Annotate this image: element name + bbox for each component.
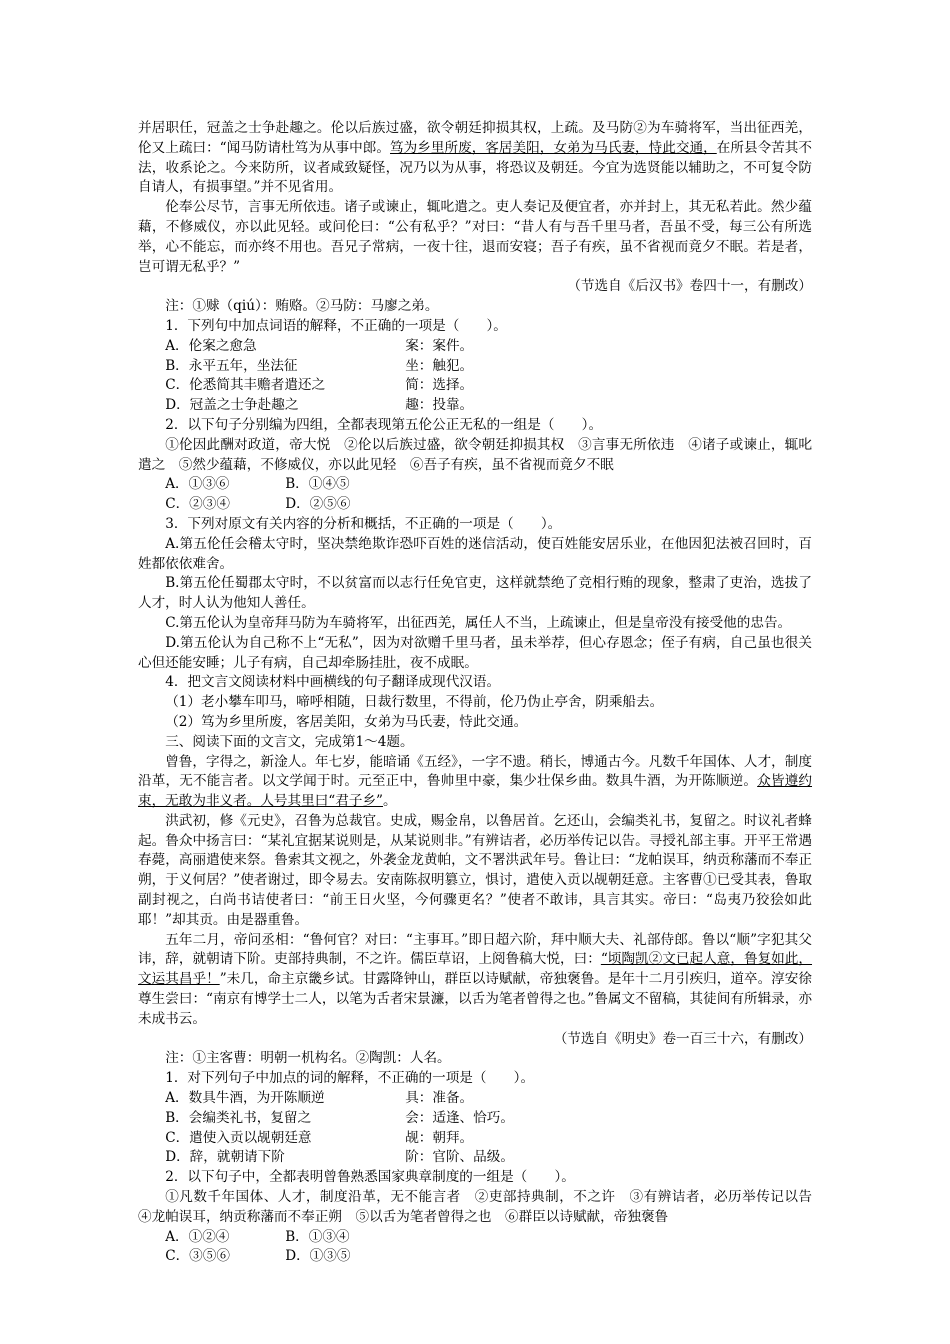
text-run: 并居职任，冠盖之士争赴趣之。伦以后族过盛，欲令朝廷抑损其权，上疏。及马防②为车骑将军，当出征西羌，伦又上疏曰：“闻马防请杜笃为从事中郎。 <box>138 120 812 156</box>
q1-2-choices-row1: A．①③⑥ B．①④⑤ <box>165 476 350 493</box>
passage1-para1 <box>138 119 812 198</box>
q2-2-items: ①凡数千年国体、人才，制度沿革，无不能言者 ②吏部持典制，不之许 ③有辨诘者，必历举传记以告 ④龙帕误耳，纳贡称藩而不奉正朔 ⑤以舌为笔者曾得之也 ⑥群臣以诗赋献，帝独褒鲁 <box>138 1189 826 1225</box>
section3-para3 <box>138 931 812 1030</box>
q2-2-choices-row1: A．①②④ B．①③④ <box>165 1228 350 1245</box>
q1-3-option-a: A.第五伦任会稽太守时，坚决禁绝欺诈恐吓百姓的迷信活动，使百姓能安居乐业，在他因犯法被召回时，百姓都依依难舍。 <box>138 535 812 572</box>
q1-2-items: ①伦因此酬对政道，帝大悦 ②伦以后族过盛，欲令朝廷抑损其权 ③言事无所依违 ④诸子或谏止，辄叱遣之 ⑤然少蕴藉，不修威仪，亦以此见轻 ⑥吾子有疾，虽不省视而竟夕不眠 <box>138 436 812 473</box>
section3-para1 <box>138 753 812 812</box>
q1-3-option-d: D.第五伦认为自己称不上“无私”，因为对欲赠千里马者，虽未举荐，但心存恩念；侄子有病，自己虽也很关心但还能安睡；儿子有病，自己却牵肠挂肚，夜不成眠。 <box>138 634 812 671</box>
q1-4-item-2: （2）笃为乡里所废，客居美阳，女弟为马氏妻，恃此交通。 <box>165 713 528 730</box>
q1-1-option-a: A．伦案之愈急 案：案件。 <box>165 337 474 354</box>
passage1-para2: 伦奉公尽节，言事无所依违。诸子或谏止，辄叱遣之。吏人奏记及便宜者，亦并封上，其无私若此。然少蕴藉，不修威仪，亦以此见轻。或问伦曰：“公有私乎？”对曰：“昔人有与吾千里马者，吾虽不受，每三公有所选举，心不能忘，而亦终不用也。吾兄子常病，一夜十往，退而安寝；吾子有疾，虽不省视而竟夕不眠。若是者，岂可谓无私乎？” <box>138 199 812 275</box>
section3-notes: 注：①主客曹：明朝一机构名。②陶凯：人名。 <box>165 1050 451 1067</box>
passage1-notes: 注：①赇（qiú）：贿赂。②马防：马廖之弟。 <box>165 298 439 315</box>
text-run: 曾鲁，字得之，新淦人。年七岁，能暗诵《五经》，一字不遗。稍长，博通古今。凡数千年国体、人才，制度沿革，无不能言者。以文学闻于时。元至正中，鲁帅里中豪，集少壮保乡曲。数具牛酒，为开陈顺逆。 <box>138 753 812 790</box>
section3-source: （节选自《明史》卷一百三十六，有删改） <box>553 1030 812 1047</box>
q1-2-stem: 2．以下句子分别编为四组，全都表现第五伦公正无私的一组是（ ）。 <box>165 416 603 433</box>
q1-3-option-b: B.第五伦任蜀郡太守时，不以贫富而以志行任免官吏，这样就禁绝了竞相行贿的现象，整肃了吏治，选拔了人才，时人认为他知人善任。 <box>138 575 812 612</box>
q1-3-option-c: C.第五伦认为皇帝拜马防为车骑将军，出征西羌，属任人不当，上疏谏止，但是皇帝没有接受他的忠告。 <box>165 614 792 631</box>
q1-2-choices-row2: C．②③④ D．②⑤⑥ <box>165 496 351 513</box>
q2-1-option-d: D．辞，就朝请下阶 阶：官阶、品级。 <box>165 1149 514 1166</box>
underlined-sentence: 众皆遵约束，无敢为非义者。人号其里曰“君子乡” <box>138 773 813 810</box>
q1-1-option-d: D．冠盖之士争赴趣之 趣：投靠。 <box>165 397 474 414</box>
passage1-source: （节选自《后汉书》卷四十一，有删改） <box>567 278 812 295</box>
q1-3-stem: 3．下列对原文有关内容的分析和概括，不正确的一项是（ ）。 <box>165 515 562 532</box>
q2-1-option-b: B．会编类礼书，复留之 会：适逢、恰巧。 <box>165 1109 514 1126</box>
q1-4-stem: 4．把文言文阅读材料中画横线的句子翻译成现代汉语。 <box>165 674 501 691</box>
section3-heading: 三、阅读下面的文言文，完成第1～4题。 <box>165 733 414 750</box>
q1-1-stem: 1．下列句中加点词语的解释，不正确的一项是（ ）。 <box>165 317 507 334</box>
q1-1-option-b: B．永平五年，坐法征 坐：触犯。 <box>165 357 474 374</box>
q2-2-stem: 2．以下句子中，全都表明曾鲁熟悉国家典章制度的一组是（ ）。 <box>165 1169 575 1186</box>
document-page <box>138 119 826 1267</box>
text-run: 。 <box>383 793 397 810</box>
q2-1-stem: 1．对下列句子中加点的词的解释，不正确的一项是（ ）。 <box>165 1070 535 1087</box>
q2-1-option-a: A．数具牛酒，为开陈顺逆 具：准备。 <box>165 1090 474 1107</box>
q2-2-choices-row2: C．③⑤⑥ D．①③⑤ <box>165 1248 351 1265</box>
text-run: 五年二月，帝问丞相：“鲁何官？对曰：“主事耳。”即日超六阶，拜中顺大夫、礼部侍郎。鲁以“顺”字犯其父讳，辞，就朝请下阶。吏部持典制，不之许。儒臣草诏，上阅鲁稿大悦，曰： <box>138 931 812 968</box>
underlined-sentence: 笃为乡里所废，客居美阳，女弟为马氏妻，恃此交通， <box>390 139 717 156</box>
q1-4-item-1: （1）老小攀车叩马，啼呼相随，日裁行数里，不得前，伦乃伪止亭舍，阴乘船去。 <box>165 694 664 711</box>
q2-1-option-c: C．遣使入贡以觇朝廷意 觇：朝拜。 <box>165 1129 474 1146</box>
q1-1-option-c: C．伦悉简其丰赡者遣还之 简：选择。 <box>165 377 474 394</box>
text-run: 在所县令苦其不法，收系论之。今来防所，议者咸致疑怪，况乃以为从事，将恐议及朝廷。今宜为选贤能以辅助之，不可复令防自请人，有损事望。”并不见省用。 <box>138 139 813 196</box>
underlined-sentence: “顷陶凯②文已起人意，鲁复如此，文运其昌乎！ <box>138 951 813 988</box>
text-run: ”未几，命主京畿乡试。甘露降钟山，群臣以诗赋献，帝独褒鲁。是年十二月引疾归，道卒。淳安徐尊生尝曰：“南京有博学士二人，以笔为舌者宋景濂，以舌为笔者曾得之也。”鲁属文不留稿，其徒间有所辑录，亦未成书云。 <box>138 971 813 1027</box>
section3-para2: 洪武初，修《元史》，召鲁为总裁官。史成，赐金帛，以鲁居首。乞还山，会编类礼书，复留之。时议礼者蜂起。鲁众中扬言曰：“某礼宜据某说则是，从某说则非。”有辨诘者，必历举传记以告。寻授礼部主事。开平王常遇春薨，高丽遣使来祭。鲁索其文视之，外袭金龙黄帕，文不署洪武年号。鲁让曰：“龙帕误耳，纳贡称藩而不奉正朔，于义何居？”使者谢过，即令易去。安南陈叔明篡立，惧讨，遣使入贡以觇朝廷意。主客曹①已受其表，鲁取副封视之，白尚书诘使者曰：“前王日火坚，今何骤更名？”使者不敢讳，具言其实。帝曰：“岛夷乃狡狯如此耶！”却其贡。由是器重鲁。 <box>138 812 812 928</box>
